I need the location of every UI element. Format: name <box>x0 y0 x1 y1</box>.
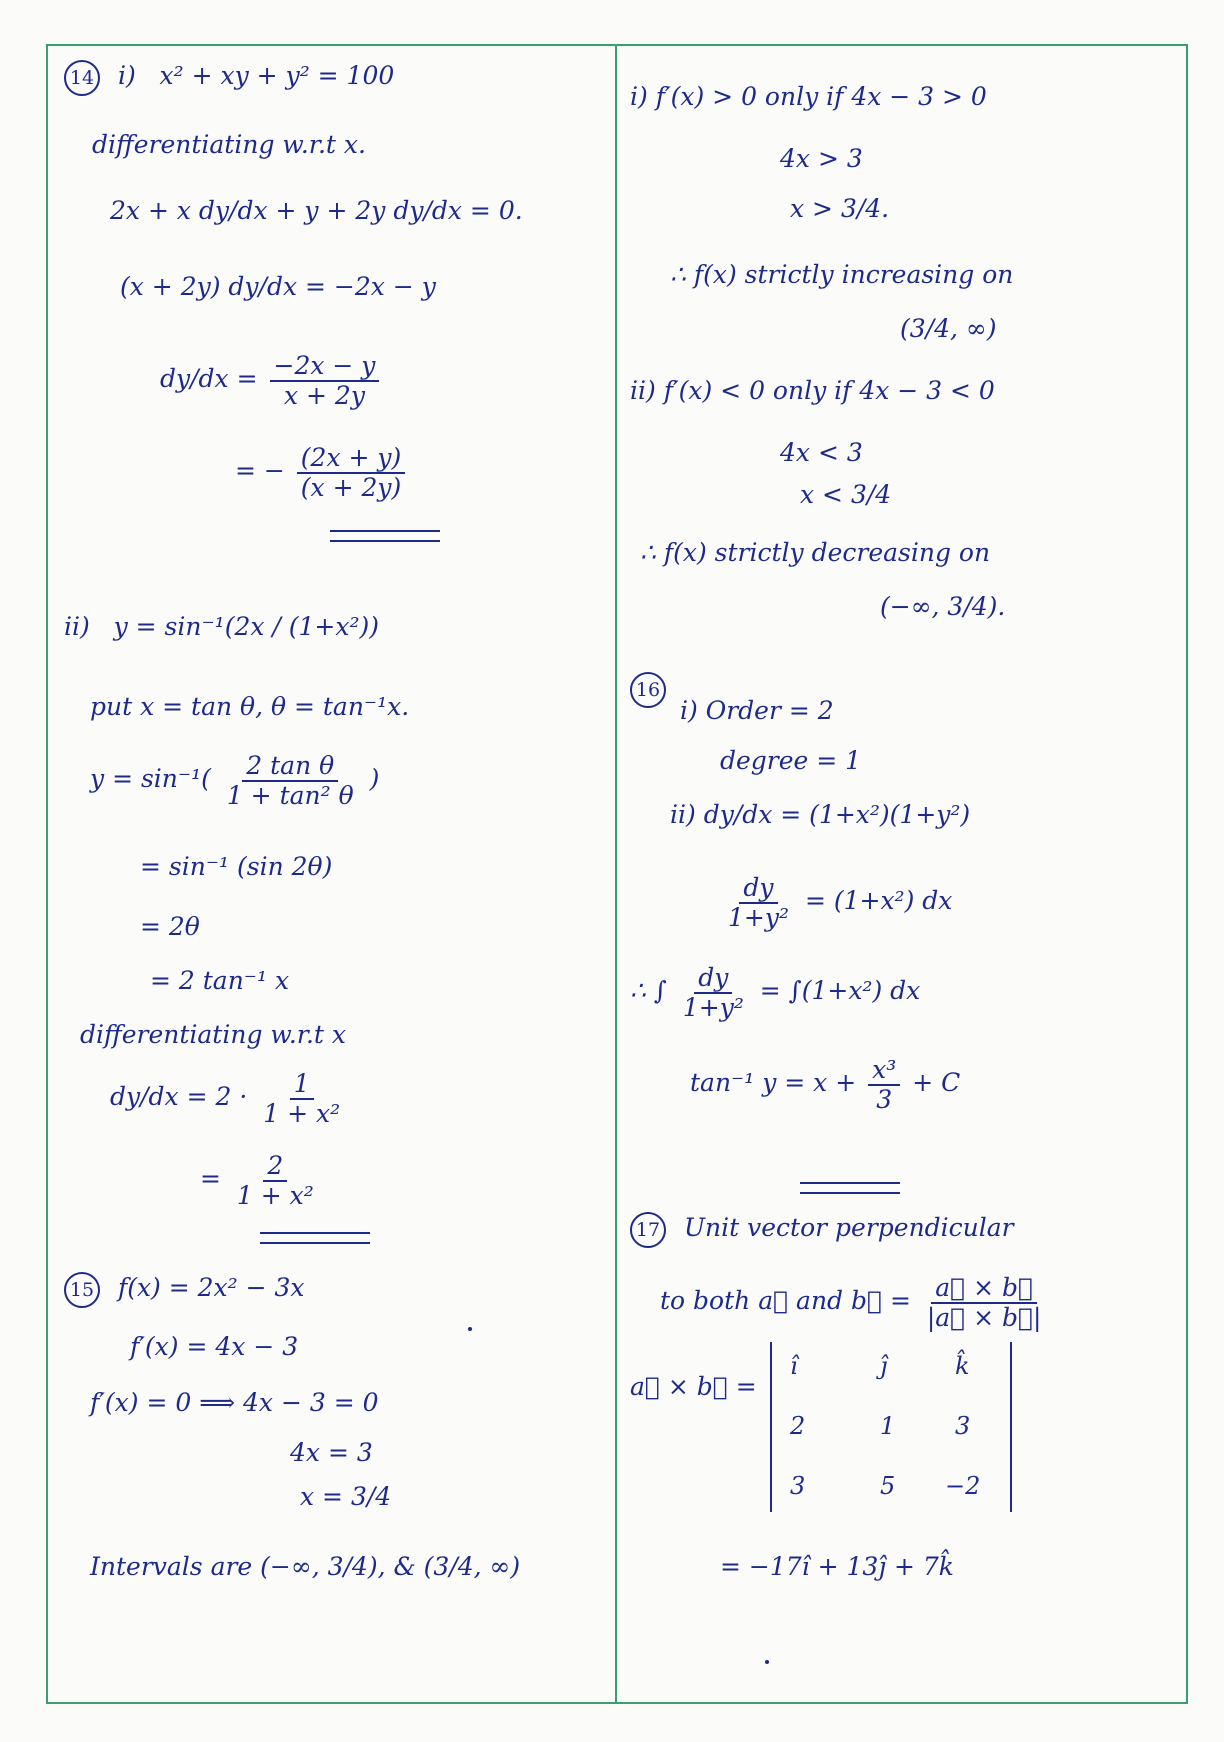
q14-ii-step4: = 2 tan⁻¹ x <box>150 966 290 995</box>
fraction: $\frac{\text{x³}}{3}$ <box>868 1056 900 1113</box>
q15-derivative: f′(x) = 4x − 3 <box>130 1332 299 1361</box>
q15-ii-condition: ii) f′(x) < 0 only if 4x − 3 < 0 <box>630 376 995 405</box>
q14-ii-step3: = 2θ <box>140 912 200 941</box>
q14-i-differentiate: differentiating w.r.t x. <box>92 130 366 159</box>
fraction: $\frac{\text{2 tan θ}}{\text{1 + tan² θ}}$ <box>226 751 354 810</box>
q17-formula: to both a⃗ and b⃗ = $\frac{a⃗ \times b⃗}{|a⃗ \times b⃗|}$ <box>660 1274 1049 1331</box>
q16-ii-equation: ii) dy/dx = (1+x²)(1+y²) <box>670 800 971 829</box>
q16-order: i) Order = 2 <box>680 696 834 725</box>
q15-ii-step2: x < 3/4 <box>800 480 892 509</box>
q15-i-conclusion: ∴ f(x) strictly increasing on <box>670 260 1014 289</box>
stray-dot <box>468 1327 472 1331</box>
q14-i-equation: 14 i) x² + xy + y² = 100 <box>64 60 394 96</box>
q16-step2: ∴ ∫ $\frac{dy}{\text{1+y²}}$ = ∫(1+x²) dx <box>630 963 921 1022</box>
q14-ii-differentiate: differentiating w.r.t x <box>80 1020 347 1049</box>
fraction: $\frac{dy}{\text{1+y²}}$ <box>728 873 789 932</box>
q14-i-step1: 2x + x dy/dx + y + 2y dy/dx = 0. <box>110 196 523 225</box>
q15-critical-eq: f′(x) = 0 ⟹ 4x − 3 = 0 <box>90 1388 379 1417</box>
q17-statement: 17 Unit vector perpendicular <box>630 1212 1014 1248</box>
q17-det-lhs: a⃗ × b⃗ = <box>630 1372 757 1401</box>
det-cell: 3 <box>790 1472 806 1500</box>
det-cell: −2 <box>945 1472 981 1500</box>
det-cell: 1 <box>880 1412 896 1440</box>
answer-underline <box>260 1232 370 1244</box>
q16-step1: $\frac{dy}{\text{1+y²}}$ = (1+x²) dx <box>720 874 952 931</box>
q16-number: 16 <box>630 672 666 708</box>
q14-ii-equation: ii) y = sin⁻¹(2x / (1+x²)) <box>64 612 380 641</box>
q16-step3: tan⁻¹ y = x + $\frac{\text{x³}}{3}$ + C <box>690 1055 961 1114</box>
q15-i-step2: x > 3/4. <box>790 194 890 223</box>
fraction: $\frac{(2x + y)}{(x + 2y)}$ <box>297 444 405 501</box>
q15-step1: 4x = 3 <box>290 1438 373 1467</box>
q15-step2: x = 3/4 <box>300 1482 392 1511</box>
q14-i-step4: = − $\frac{(2x + y)}{(x + 2y)}$ <box>235 444 409 501</box>
q17-result: = −17î + 13ĵ + 7k̂ <box>720 1552 954 1581</box>
q14-ii-step1: y = sin⁻¹( $\frac{\text{2 tan θ}}{\text{1 + tan² θ}}$ ) <box>90 751 380 810</box>
q15-i-interval: (3/4, ∞) <box>900 314 997 343</box>
q14-ii-step5: dy/dx = 2 · $\frac{1}{\text{1 + x²}}$ <box>110 1070 348 1127</box>
stray-dot <box>765 1660 769 1664</box>
det-cell: 5 <box>880 1472 896 1500</box>
fraction: $\frac{dy}{\text{1+y²}}$ <box>682 963 744 1022</box>
fraction: $\frac{2}{\text{1 + x²}}$ <box>236 1151 314 1210</box>
q15-intervals: Intervals are (−∞, 3/4), & (3/4, ∞) <box>90 1552 521 1581</box>
det-cell: î <box>790 1352 798 1380</box>
q17-number: 17 <box>630 1212 666 1248</box>
column-divider <box>615 44 617 1704</box>
fraction: $\frac{a⃗ \times b⃗}{|a⃗ \times b⃗|}$ <box>926 1273 1042 1332</box>
q14-ii-step6: = $\frac{2}{\text{1 + x²}}$ <box>200 1152 322 1209</box>
det-cell: 2 <box>790 1412 806 1440</box>
q16-heading <box>630 672 676 708</box>
q15-ii-conclusion: ∴ f(x) strictly decreasing on <box>640 538 991 567</box>
det-cell: 3 <box>955 1412 971 1440</box>
q14-ii-substitution: put x = tan θ, θ = tan⁻¹x. <box>90 692 410 721</box>
q15-number: 15 <box>64 1272 100 1308</box>
answer-underline <box>330 530 440 542</box>
q14-i-step3: dy/dx = $\frac{-2x - y}{x + 2y}$ <box>160 352 383 409</box>
answer-underline <box>800 1182 900 1194</box>
q14-ii-step2: = sin⁻¹ (sin 2θ) <box>140 852 333 881</box>
q15-i-condition: i) f′(x) > 0 only if 4x − 3 > 0 <box>630 82 987 111</box>
det-cell: ĵ <box>880 1352 888 1380</box>
q14-number: 14 <box>64 60 100 96</box>
fraction: $\frac{1}{\text{1 + x²}}$ <box>263 1069 341 1128</box>
fraction: $\frac{-2x - y}{x + 2y}$ <box>270 352 380 409</box>
det-cell: k̂ <box>955 1352 970 1380</box>
q15-ii-interval: (−∞, 3/4). <box>880 592 1006 621</box>
q16-degree: degree = 1 <box>720 746 862 775</box>
q15-i-step1: 4x > 3 <box>780 144 863 173</box>
q14-i-step2: (x + 2y) dy/dx = −2x − y <box>120 272 436 301</box>
q15-ii-step1: 4x < 3 <box>780 438 863 467</box>
q15-function: 15 f(x) = 2x² − 3x <box>64 1272 305 1308</box>
